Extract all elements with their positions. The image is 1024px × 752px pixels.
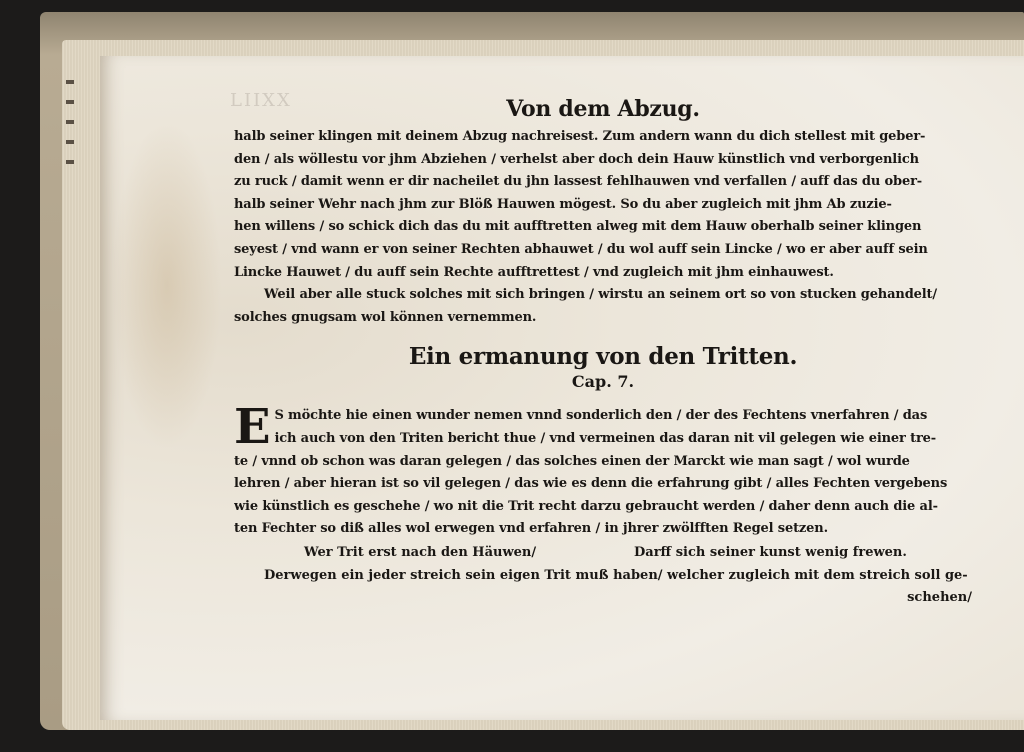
text-line: den / als wöllestu vor jhm Abziehen / verhelst aber doch dein Hauw künstlich vnd verborgenlich: [234, 151, 919, 167]
chapter-label: Cap. 7.: [571, 372, 635, 392]
text-line: Lincke Hauwet / du auff sein Rechte aufftrettest / vnd zugleich mit jhm einhauwest.: [234, 264, 834, 280]
spine-marks: [66, 80, 80, 180]
drop-cap: E: [234, 399, 271, 456]
page-text: [234, 96, 972, 609]
text-line: solches gnugsam wol können vernemmen.: [234, 309, 537, 325]
text-line: S möchte hie einen wunder nemen vnnd sonderlich den / der des Fechtens vnerfahren / das: [274, 408, 928, 424]
text-line: hen willens / so schick dich das du mit aufftretten alweg mit dem Hauw oberhalb seiner klingen: [234, 219, 922, 235]
verse-couplet: [234, 541, 972, 565]
text-line: te / vnnd ob schon was daran gelegen / das solches einen der Marckt wie man sagt / wol wurde: [234, 453, 910, 469]
text-line: halb seiner Wehr nach jhm zur Blöß Hauwen mögest. So du aber zugleich mit jhm Ab zuzie-: [234, 196, 892, 212]
paragraph-2: [234, 284, 972, 329]
running-head: Von dem Abzug.: [506, 96, 700, 122]
closing-sentence: [234, 565, 972, 609]
text-line: ten Fechter so diß alles wol erwegen vnd erfahren / in jhrer zwölfften Regel setzen.: [234, 521, 828, 537]
section-title: Ein ermanung von den Tritten.: [408, 343, 798, 371]
paragraph-1: [234, 126, 972, 284]
text-line: halb seiner klingen mit deinem Abzug nachreisest. Zum andern wann du dich stellest mit geber-: [234, 129, 926, 144]
verse-left: Wer Trit erst nach den Häuwen/: [304, 544, 537, 560]
text-line: seyest / vnd wann er von seiner Rechten abhauwet / du wol auff sein Lincke / wo er aber auff sein: [234, 241, 928, 257]
verse-right: Darff sich seiner kunst wenig frewen.: [634, 544, 907, 560]
text-line: lehren / aber hieran ist so vil gelegen / das wie es denn die erfahrung gibt / alles Fechten vergebens: [234, 476, 948, 492]
text-line: zu ruck / damit wenn er dir nacheilet du jhn lassest fehlhauwen vnd verfallen / auff das du ober-: [234, 174, 923, 190]
page-stain: [112, 120, 222, 450]
text-line: ich auch von den Triten bericht thue / vnd vermeinen das daran nit vil gelegen wie einer tre-: [274, 430, 937, 446]
text-line: wie künstlich es geschehe / wo nit die Trit recht darzu gebraucht werden / daher denn auch die al-: [234, 498, 938, 514]
text-line: Derwegen ein jeder streich sein eigen Trit muß haben/ welcher zugleich mit dem streich soll ge-: [264, 567, 968, 583]
show-through-page-number: LIIXX: [230, 90, 292, 111]
text-line: schehen/: [907, 589, 972, 605]
paragraph-3: [234, 399, 972, 541]
text-line: Weil aber alle stuck solches mit sich bringen / wirstu an seinem ort so von stucken gehandelt/: [264, 287, 937, 303]
